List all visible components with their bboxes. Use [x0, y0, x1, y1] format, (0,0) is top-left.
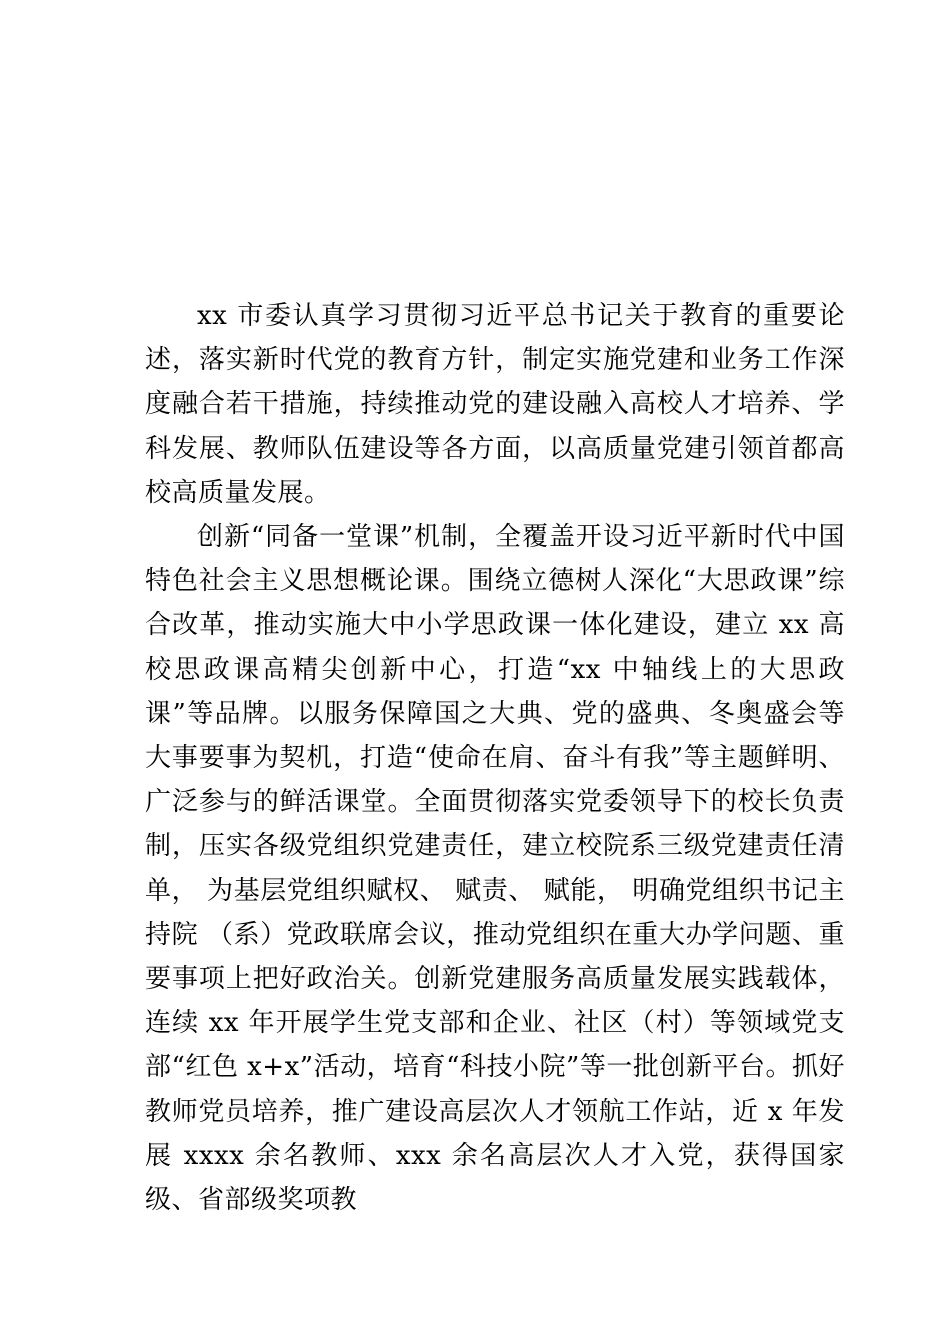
paragraph-1: xx 市委认真学习贯彻习近平总书记关于教育的重要论述，落实新时代党的教育方针，制定实施党建和业务工作深度融合若干措施，持续推动党的建设融入高校人才培养、学科发展、教师队伍建设等各方面，以高质量党建引领首都高校高质量发展。 [145, 301, 845, 508]
document-body [145, 294, 845, 1222]
paragraph-2: 创新“同备一堂课”机制，全覆盖开设习近平新时代中国特色社会主义思想概论课。围绕立德树人深化“大思政课”综合改革，推动实施大中小学思政课一体化建设，建立 xx 高校思政课高精尖创新中心，打造“xx 中轴线上的大思政课”等品牌。以服务保障国之大典、党的盛典、冬奥盛会等大事要事为契机，打造“使命在肩、奋斗有我”等主题鲜明、广泛参与的鲜活课堂。全面贯彻落实党委领导下的校长负责制，压实各级党组织党建责任，建立校院系三级党建责任清单， 为基层党组织赋权、 赋责、 赋能， 明确党组织书记主持院 （系）党政联席会议，推动党组织在重大办学问题、重要事项上把好政治关。创新党建服务高质量发展实践载体，连续 xx 年开展学生党支部和企业、社区（村）等领域党支部“红色 x+x”活动，培育“科技小院”等一批创新平台。抓好教师党员培养，推广建设高层次人才领航工作站，近 x 年发展 xxxx 余名教师、xxx 余名高层次人才入党，获得国家级、省部级奖项教 [145, 522, 845, 1216]
